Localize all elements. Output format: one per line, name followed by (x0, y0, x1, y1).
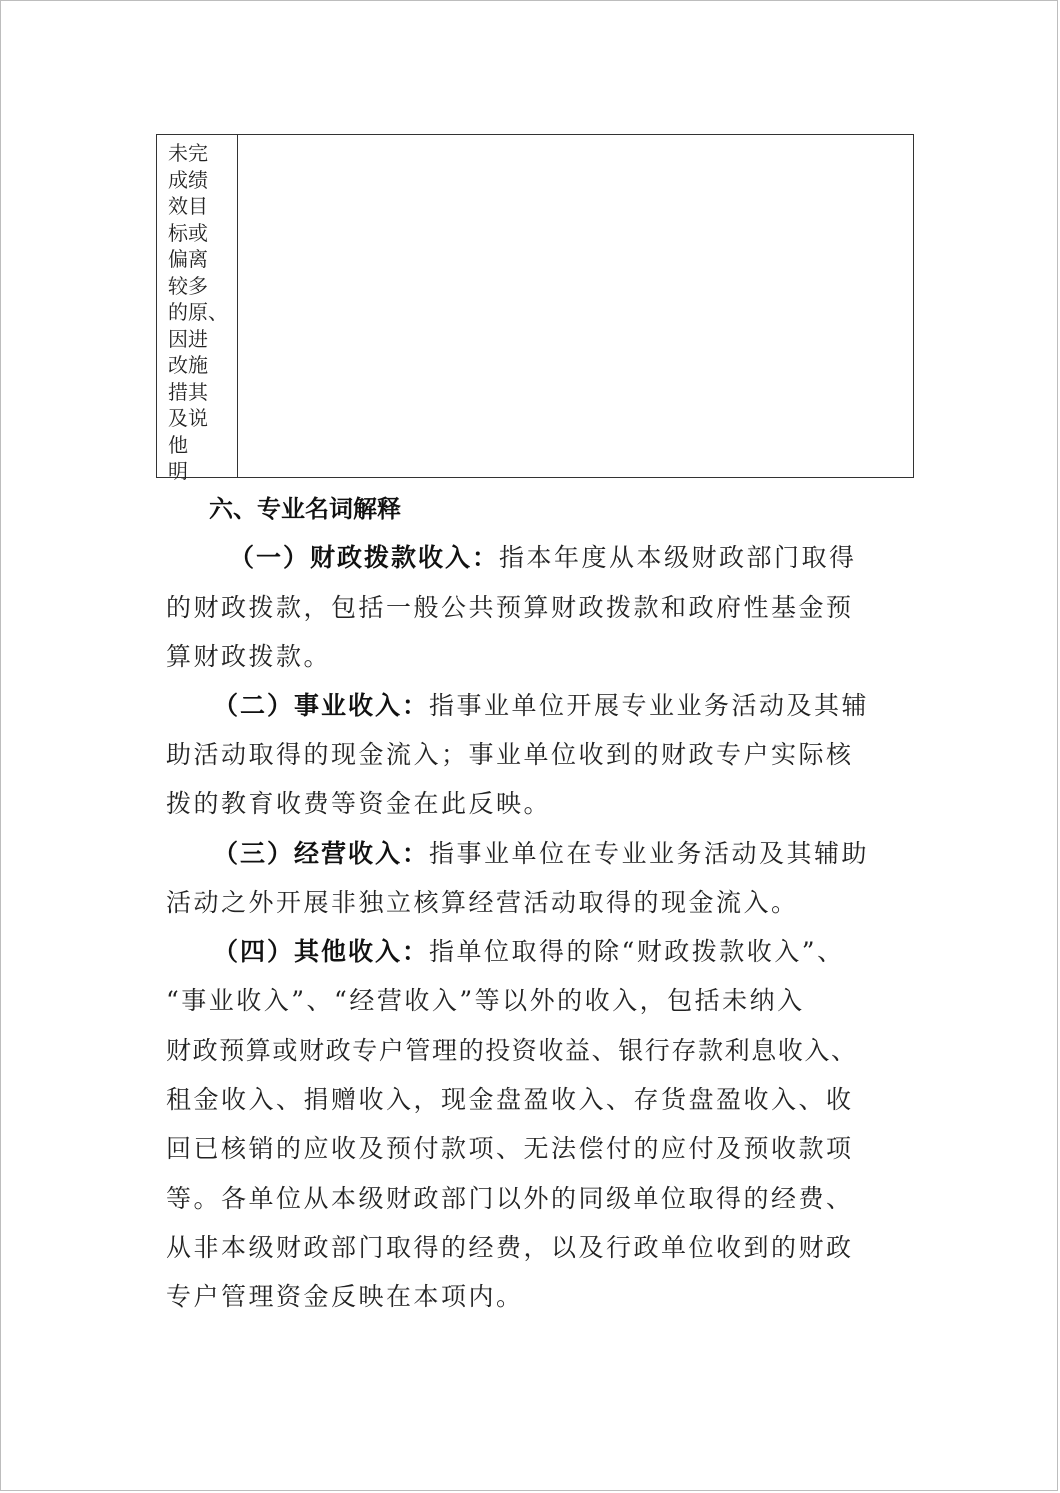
definition-text: 指单位取得的除“财政拨款收入”、 (429, 937, 845, 966)
paragraph-line: 算财政拨款。 (166, 642, 332, 671)
paragraph-line: 回已核销的应收及预付款项、无法偿付的应付及预收款项 (166, 1134, 854, 1163)
paragraph-line: 活动之外开展非独立核算经营活动取得的现金流入。 (166, 888, 799, 917)
paragraph-line: 助活动取得的现金流入；事业单位收到的财政专户实际核 (166, 740, 854, 769)
section-heading: 六、专业名词解释 (209, 495, 401, 523)
paragraph-line: 从非本级财政部门取得的经费，以及行政单位收到的财政 (166, 1233, 854, 1262)
explanation-table (156, 134, 914, 483)
label-column-right: 完绩目或离多原、进施其说 (188, 141, 228, 430)
paragraph-line: 财政预算或财政专户管理的投资收益、银行存款利息收入、 (166, 1036, 858, 1065)
definition-text: 指事业单位在专业业务活动及其辅助 (429, 839, 870, 868)
definition-text: 指事业单位开展专业业务活动及其辅 (429, 691, 870, 720)
table-divider (237, 135, 238, 477)
term-label: （二）事业收入： (213, 691, 430, 720)
paragraph-line: “事业收入”、“经营收入”等以外的收入，包括未纳入 (166, 986, 805, 1015)
paragraph-line (229, 538, 857, 578)
term-label: （三）经营收入： (213, 839, 430, 868)
term-label: （一）财政拨款收入： (229, 543, 500, 572)
paragraph-line: 的财政拨款，包括一般公共预算财政拨款和政府性基金预 (166, 593, 854, 622)
term-label: （四）其他收入： (213, 937, 430, 966)
paragraph-line: 租金收入、捐赠收入，现金盘盈收入、存货盘盈收入、收 (166, 1085, 854, 1114)
definition-text: 指本年度从本级财政部门取得 (499, 543, 857, 572)
paragraph-line (213, 686, 869, 726)
paragraph-line: 拨的教育收费等资金在此反映。 (166, 789, 552, 818)
table-row-label (168, 140, 228, 483)
paragraph-line: 等。各单位从本级财政部门以外的同级单位取得的经费、 (166, 1184, 854, 1213)
paragraph-line (213, 932, 845, 972)
paragraph-line: 专户管理资金反映在本项内。 (166, 1282, 524, 1311)
paragraph-line (213, 834, 869, 874)
label-column-left: 未成效标偏较的因改措及他明 (168, 141, 188, 483)
